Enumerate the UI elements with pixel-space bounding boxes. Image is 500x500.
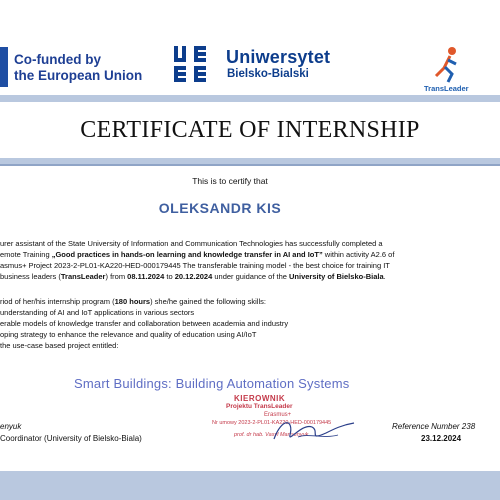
para2-line1: [0, 296, 500, 307]
para1-line2-c: within activity A2.6 of: [322, 250, 395, 259]
start-date: 08.11.2024: [127, 272, 165, 281]
issue-date: 23.12.2024: [421, 434, 462, 443]
eu-line-2: the European Union: [14, 68, 143, 83]
para1-line2: [0, 249, 500, 260]
completion-paragraph: [0, 238, 500, 282]
para1-line4-i: .: [383, 272, 386, 281]
ubb-logo-icon: [174, 46, 212, 82]
signature-icon: [268, 413, 358, 447]
signatory-role: Coordinator (University of Bielsko-Biala): [0, 434, 142, 443]
title-box: [0, 102, 500, 158]
skill-item: erable models of knowledge transfer and collaboration between academia and industry: [0, 319, 289, 328]
title-band-rule: [0, 164, 500, 166]
project-title: Smart Buildings: Building Automation Systems: [74, 376, 350, 391]
ubb-name: Uniwersytet: [226, 47, 331, 67]
stamp-line-2: Projektu TransLeader: [226, 403, 293, 410]
eu-line-1: Co-funded by: [14, 52, 101, 67]
para1-line3: asmus+ Project 2023-2-PL01-KA220-HED-000179445 The transferable training model - the best choice for training IT: [0, 261, 390, 270]
skill-item: oping strategy to enhance the relevance and quality of education using AI/IoT: [0, 330, 257, 339]
stamp-line-4: Nr umowy 2023-2-PL01-KA220-HED-000179445: [212, 420, 332, 426]
para2-line1-a: riod of her/his internship program (: [0, 297, 115, 306]
para1-line2-a: emote Training: [0, 250, 52, 259]
footer-band: [0, 471, 500, 500]
para1-line4-a: business leaders (: [0, 272, 61, 281]
stamp-line-5: prof. dr hab. Vasyl Martsenyuk: [234, 432, 309, 438]
eu-flag-icon: [0, 47, 8, 87]
eu-cofunded-text: [14, 52, 142, 84]
transleader-logo-icon: [432, 46, 460, 84]
certify-text: This is to certify that: [192, 176, 268, 186]
skill-item: understanding of AI and IoT applications in various sectors: [0, 308, 195, 317]
hours-count: 180 hours: [114, 297, 151, 306]
para1-line4: [0, 271, 500, 282]
stamp-line-3: Erasmus+: [264, 412, 292, 418]
para1-line4-e: to: [164, 272, 175, 281]
project-acronym: TransLeader: [60, 272, 106, 281]
para1-line4-c: ) from: [105, 272, 128, 281]
para1-line4-g: under guidance of the: [212, 272, 289, 281]
reference-number: Reference Number 238: [392, 422, 476, 431]
ubb-subtitle: Bielsko-Bialski: [227, 68, 309, 80]
para2-line5: the use-case based project entitled:: [0, 341, 119, 350]
stamp-line-1: KIEROWNIK: [234, 394, 286, 403]
transleader-label: TransLeader: [424, 84, 469, 93]
para1-line1: urer assistant of the State University of Information and Communication Technologies has successfully completed a: [0, 239, 383, 248]
guiding-university: University of Bielsko-Biala: [289, 272, 384, 281]
certificate-title: CERTIFICATE OF INTERNSHIP: [80, 116, 420, 143]
training-title: „Good practices in hands-on learning and knowledge transfer in AI and IoT”: [51, 250, 323, 259]
recipient-name: OLEKSANDR KIS: [158, 200, 282, 216]
end-date: 20.12.2024: [174, 272, 213, 281]
para2-line1-c: ) she/he gained the following skills:: [150, 297, 266, 306]
skills-paragraph: [0, 296, 500, 351]
signatory-name: enyuk: [0, 422, 22, 431]
